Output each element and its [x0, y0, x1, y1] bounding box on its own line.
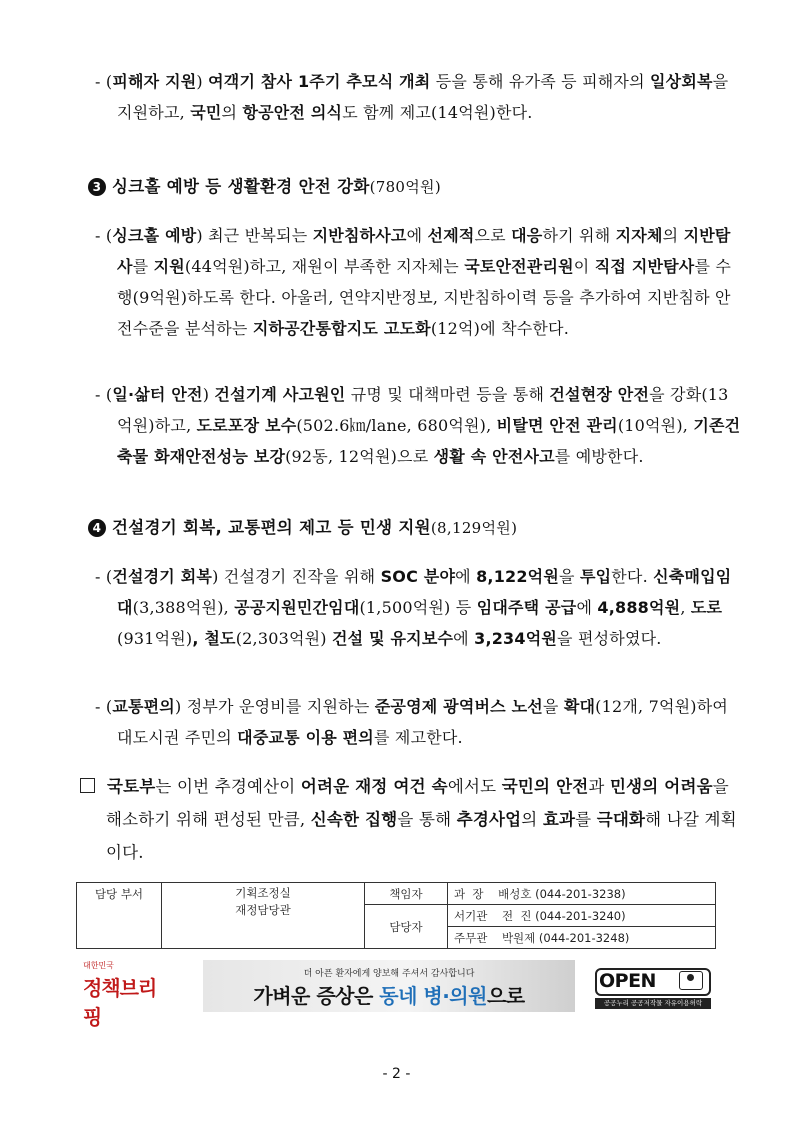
memorial-paragraph: - (피해자 지원) 여객기 참사 1주기 추모식 개최 등을 통해 유가족 등 피해자의 일상회복을 지원하고, 국민의 항공안전 의식도 함께 제고(14억원)한다. [95, 72, 729, 122]
daily-safety-paragraph: - (일·삶터 안전) 건설기계 사고원인 규명 및 대책마련 등을 통해 건설현장 안전을 강화(13억원)하고, 도로포장 보수(502.6㎞/lane, 680억원), 비탈면 안전 관리(10억원), 기존건축물 화재안전성능 보강(92동, 12억원)으로 생활 속 안전사고를 예방한다. [95, 385, 741, 466]
attribution-person-icon [679, 971, 703, 990]
contact-table [76, 882, 716, 949]
policy-briefing-logo[interactable]: 대한민국 정책브리핑 [83, 961, 157, 1029]
contact-person-3: 주무관 박원제 (044-201-3248) [448, 927, 716, 949]
transport-paragraph: - (교통편의) 정부가 운영비를 지원하는 준공영제 광역버스 노선을 확대(12개, 7억원)하여 대도시권 주민의 대중교통 이용 편의를 제고한다. [95, 697, 729, 747]
campaign-banner[interactable]: 더 아픈 환자에게 양보해 주셔서 감사합니다 가벼운 증상은 동네 병·의원으로 [203, 960, 575, 1012]
section-3-heading: 3 싱크홀 예방 등 생활환경 안전 강화(780억원) [88, 172, 441, 202]
square-bullet-icon [80, 778, 95, 793]
role-staff: 담당자 [365, 905, 448, 949]
sinkhole-paragraph: - (싱크홀 예방) 최근 반복되는 지반침하사고에 선제적으로 대응하기 위해 지자체의 지반탐사를 지원(44억원)하고, 재원이 부족한 지자체는 국토안전관리원이 직접 지반탐사를 수행(9억원)하도록 한다. 아울러, 연약지반정보, 지반침하이력 등을 추가하여 지반침하 안전수준을 분석하는 지하공간통합지도 고도화(12억)에 착수한다. [95, 226, 732, 338]
contact-person-1: 과 장 배성호 (044-201-3238) [448, 883, 716, 905]
dept-label: 담당 부서 [77, 883, 162, 949]
closing-paragraph: 국토부는 이번 추경예산이 어려운 재정 여건 속에서도 국민의 안전과 민생의 어려움을 해소하기 위해 편성된 만큼, 신속한 집행을 통해 추경사업의 효과를 극대화해 나갈 계획이다. [80, 770, 746, 869]
number-4-icon: 4 [88, 519, 106, 537]
role-chief: 책임자 [365, 883, 448, 905]
section-4-heading: 4 건설경기 회복, 교통편의 제고 등 민생 지원(8,129억원) [88, 513, 517, 543]
contact-person-2: 서기관 전 진 (044-201-3240) [448, 905, 716, 927]
open-license-badge: OPEN 공공누리 공공저작물 자유이용허락 [595, 968, 715, 1010]
page-number: - 2 - [382, 1066, 411, 1082]
number-3-icon: 3 [88, 178, 106, 196]
dept-value: 기획조정실 재정담당관 [162, 883, 365, 949]
construction-paragraph: - (건설경기 회복) 건설경기 진작을 위해 SOC 분야에 8,122억원을 투입한다. 신축매입임대(3,388억원), 공공지원민간임대(1,500억원) 등 임대주택 공급에 4,888억원, 도로(931억원), 철도(2,303억원) 건설 및 유지보수에 3,234억원을 편성하였다. [95, 567, 732, 648]
